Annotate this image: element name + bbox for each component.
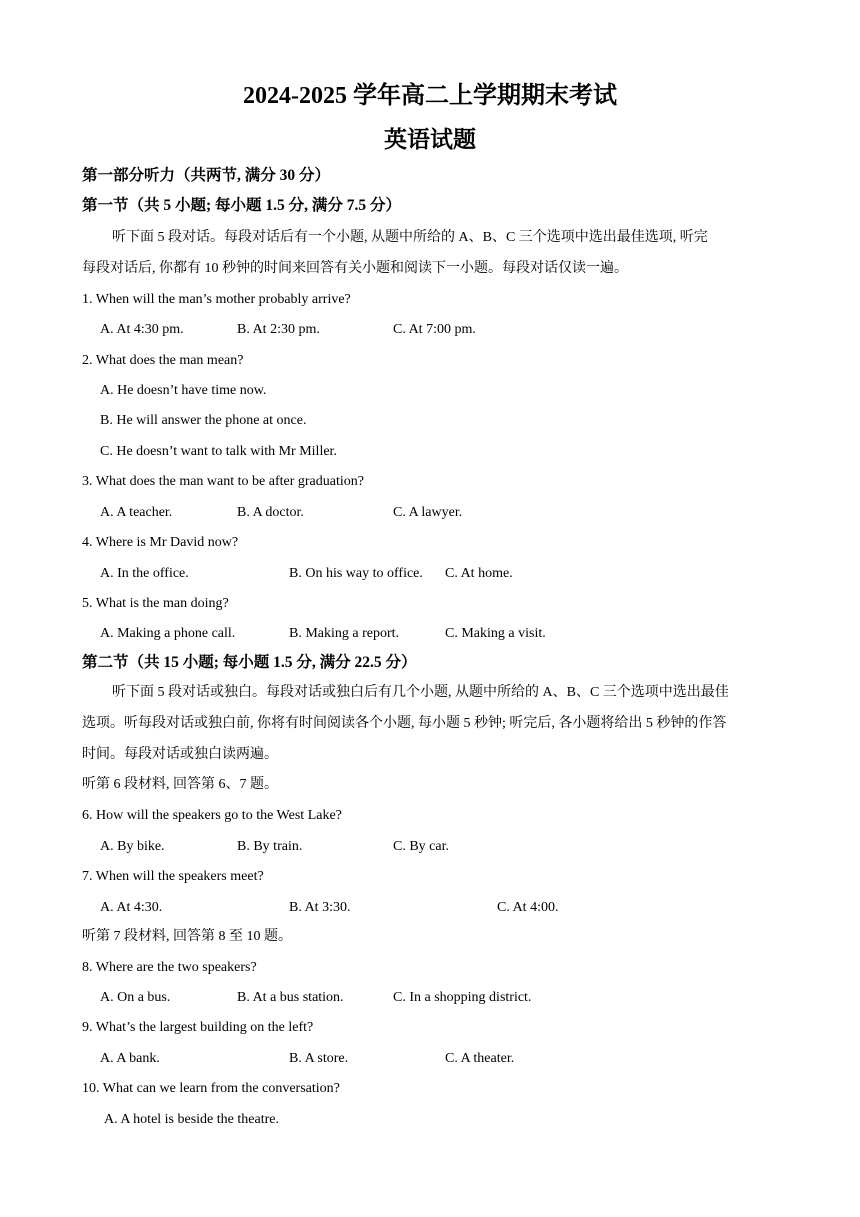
question-7-option-b: B. At 3:30.	[289, 900, 351, 915]
question-7-stem: 7. When will the speakers meet?	[82, 869, 264, 884]
question-4-stem: 4. Where is Mr David now?	[82, 535, 239, 550]
section2-instructions-line1: 听下面 5 段对话或独白。每段对话或独白后有几个小题, 从题中所给的 A、B、C 三个选项中选出最佳	[112, 685, 729, 700]
question-9-option-a: A. A bank.	[100, 1051, 160, 1066]
question-10-stem: 10. What can we learn from the conversation?	[82, 1081, 340, 1096]
page-subtitle: 英语试题	[384, 127, 476, 152]
question-9-option-b: B. A store.	[289, 1051, 349, 1066]
question-2-option-c: C. He doesn’t want to talk with Mr Miller.	[100, 444, 337, 459]
question-5-option-c: C. Making a visit.	[445, 626, 546, 641]
question-1-option-a: A. At 4:30 pm.	[100, 322, 184, 337]
question-3-option-a: A. A teacher.	[100, 505, 173, 520]
question-8-option-b: B. At a bus station.	[237, 990, 344, 1005]
part1-heading: 第一部分听力（共两节, 满分 30 分）	[82, 167, 331, 184]
question-6-option-c: C. By car.	[393, 839, 449, 854]
section2-heading: 第二节（共 15 小题; 每小题 1.5 分, 满分 22.5 分）	[82, 654, 417, 671]
question-1-option-b: B. At 2:30 pm.	[237, 322, 320, 337]
question-3-option-b: B. A doctor.	[237, 505, 304, 520]
question-7-option-c: C. At 4:00.	[497, 900, 559, 915]
question-6-option-b: B. By train.	[237, 839, 303, 854]
question-8-option-c: C. In a shopping district.	[393, 990, 532, 1005]
question-4-option-b: B. On his way to office.	[289, 566, 423, 581]
question-2-option-b: B. He will answer the phone at once.	[100, 413, 307, 428]
question-1-stem: 1. When will the man’s mother probably arrive?	[82, 292, 351, 307]
question-10-option-a: A. A hotel is beside the theatre.	[104, 1112, 279, 1127]
question-2-option-a: A. He doesn’t have time now.	[100, 383, 267, 398]
question-7-option-a: A. At 4:30.	[100, 900, 163, 915]
section2-instructions-line2: 选项。听每段对话或独白前, 你将有时间阅读各个小题, 每小题 5 秒钟; 听完后, 各小题将给出 5 秒钟的作答	[82, 716, 727, 731]
material-6-instruction: 听第 6 段材料, 回答第 6、7 题。	[82, 777, 278, 792]
question-2-stem: 2. What does the man mean?	[82, 353, 244, 368]
material-7-instruction: 听第 7 段材料, 回答第 8 至 10 题。	[82, 929, 292, 944]
question-5-stem: 5. What is the man doing?	[82, 596, 229, 611]
page-title: 2024-2025 学年高二上学期期末考试	[243, 83, 617, 109]
question-3-option-c: C. A lawyer.	[393, 505, 463, 520]
question-5-option-a: A. Making a phone call.	[100, 626, 236, 641]
section1-instructions-line2: 每段对话后, 你都有 10 秒钟的时间来回答有关小题和阅读下一小题。每段对话仅读一遍。	[82, 261, 628, 276]
question-9-stem: 9. What’s the largest building on the left?	[82, 1020, 314, 1035]
section1-heading: 第一节（共 5 小题; 每小题 1.5 分, 满分 7.5 分）	[82, 197, 402, 214]
question-8-option-a: A. On a bus.	[100, 990, 171, 1005]
question-9-option-c: C. A theater.	[445, 1051, 515, 1066]
question-4-option-c: C. At home.	[445, 566, 513, 581]
question-1-option-c: C. At 7:00 pm.	[393, 322, 476, 337]
question-6-option-a: A. By bike.	[100, 839, 165, 854]
question-3-stem: 3. What does the man want to be after graduation?	[82, 474, 364, 489]
question-4-option-a: A. In the office.	[100, 566, 189, 581]
question-5-option-b: B. Making a report.	[289, 626, 400, 641]
section2-instructions-line3: 时间。每段对话或独白读两遍。	[82, 747, 278, 762]
section1-instructions-line1: 听下面 5 段对话。每段对话后有一个小题, 从题中所给的 A、B、C 三个选项中选出最佳选项, 听完	[112, 230, 708, 245]
question-6-stem: 6. How will the speakers go to the West Lake?	[82, 808, 342, 823]
question-8-stem: 8. Where are the two speakers?	[82, 960, 257, 975]
